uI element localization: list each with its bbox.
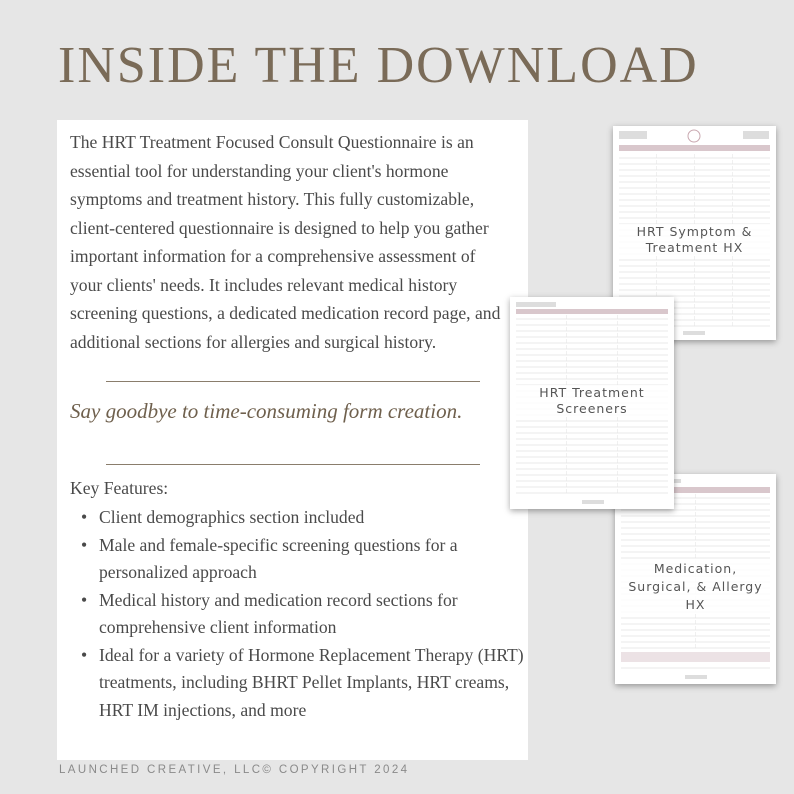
logo-icon (688, 130, 700, 142)
features-heading: Key Features: (70, 478, 169, 498)
tagline: Say goodbye to time-consuming form creation. (70, 399, 463, 423)
form-block (683, 331, 705, 335)
copyright-footer: LAUNCHED CREATIVE, LLC© COPYRIGHT 2024 (59, 764, 410, 776)
page-title: INSIDE THE DOWNLOAD (58, 37, 699, 94)
form-block (516, 309, 668, 314)
feature-item: • Medical history and medication record sections for comprehensive client information (99, 587, 539, 642)
divider-bottom (106, 464, 480, 465)
form-block (516, 302, 556, 307)
form-block (621, 652, 770, 662)
features-list (70, 504, 539, 724)
form-block (619, 145, 770, 151)
form-block (685, 675, 707, 679)
form-block (743, 131, 769, 139)
preview-label: HRT Treatment Screeners (510, 385, 674, 417)
form-block (582, 500, 604, 504)
intro-paragraph: The HRT Treatment Focused Consult Questionnaire is an essential tool for understanding your client's hormone symptoms and treatment history. This fully customizable, client-centered questionnaire is designed to help you gather important information for a comprehensive assessment of your clients' needs. It includes relevant medical history screening questions, a dedicated medication record page, and additional sections for allergies and surgical history. (70, 132, 501, 352)
form-block (619, 131, 647, 139)
divider-top (106, 381, 480, 382)
preview-label: HRT Symptom & Treatment HX (613, 224, 776, 256)
feature-item: • Ideal for a variety of Hormone Replacement Therapy (HRT) treatments, including BHRT Pellet Implants, HRT creams, HRT IM injections, and more (99, 642, 539, 725)
feature-item: • Male and female-specific screening questions for a personalized approach (99, 532, 539, 587)
preview-label: Medication, Surgical, & Allergy HX (615, 560, 776, 614)
feature-item: • Client demographics section included (99, 504, 539, 532)
preview-screeners-form (510, 297, 674, 509)
